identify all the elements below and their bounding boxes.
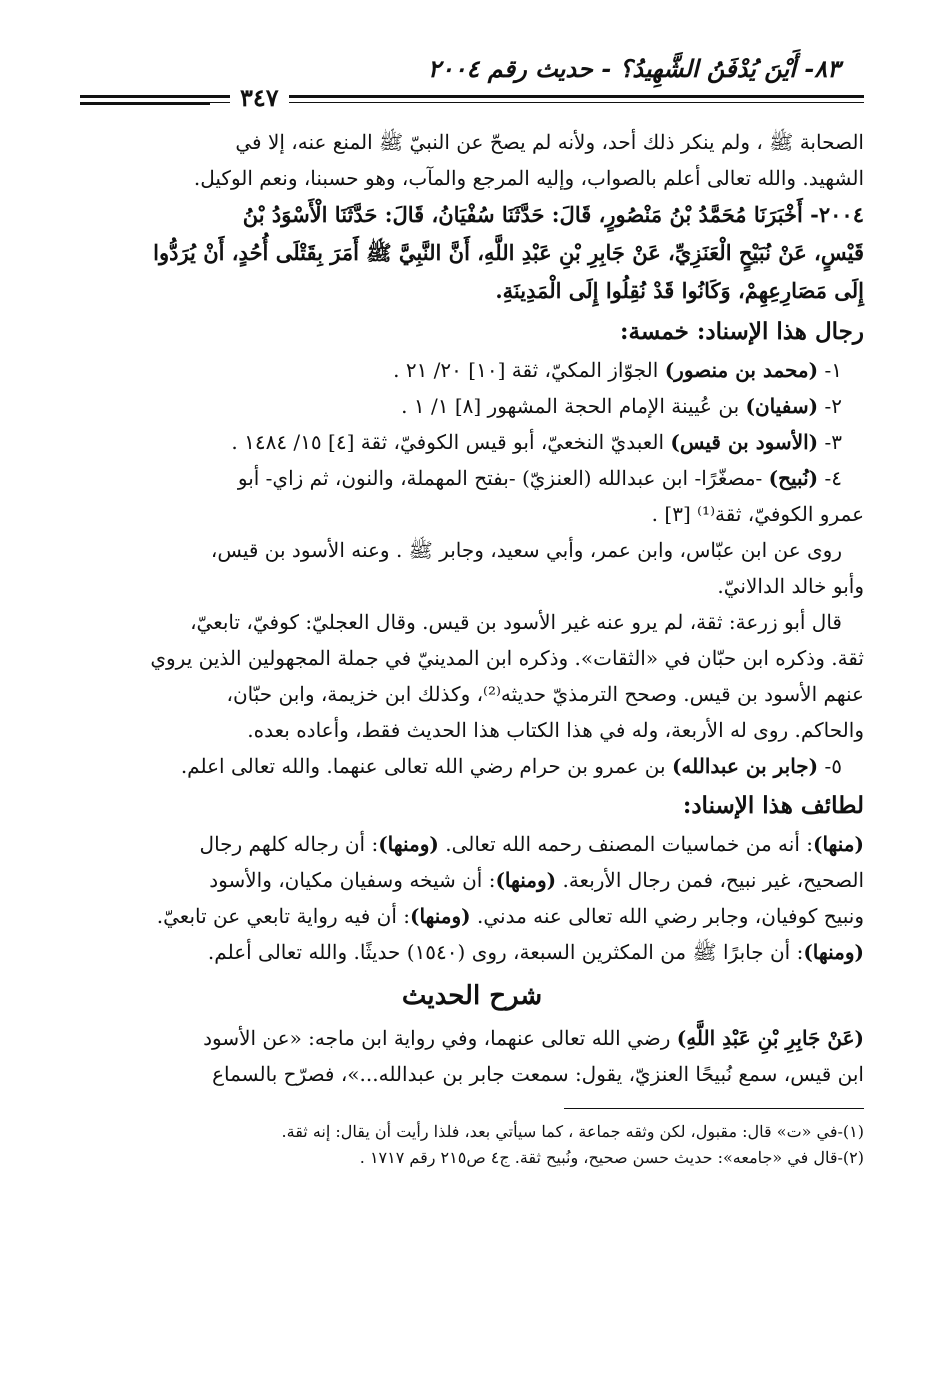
lataif-marker: (ومنها) bbox=[378, 832, 439, 856]
note-line: ثقة. وذكره ابن حبّان في «الثقات». وذكره ابن المدينيّ في جملة المجهولين الذين يروي bbox=[150, 646, 864, 670]
narrator-number: ١- bbox=[824, 358, 842, 382]
lataif-line bbox=[80, 862, 864, 898]
sharh-text bbox=[80, 1020, 864, 1092]
intro-line: الشهيد. والله تعالى أعلم بالصواب، وإليه المرجع والمآب، وهو حسبنا، ونعم الوكيل. bbox=[193, 166, 864, 190]
narrator-name: (الأسود بن قيس) bbox=[670, 430, 819, 454]
footnote: (١)-في «ت» قال: مقبول، لكن وثقه جماعة ، كما سيأتي بعد، فلذا رأيت أن يقال: إنه ثقة. bbox=[281, 1122, 864, 1141]
sharh-line: ابن قيس، سمع نُبيحًا العنزيّ، يقول: سمعت جابر بن عبدالله...»، فصرّح بالسماع bbox=[212, 1062, 864, 1086]
lataif-marker: (ومنها) bbox=[803, 940, 864, 964]
hadith-line: قَيْسٍ، عَنْ نُبَيْحٍ الْعَنَزِيِّ، عَنْ جَابِرِ بْنِ عَبْدِ اللَّهِ، أَنَّ النَّبِيَّ ﷺ أَمَرَ بِقَتْلَى أُحُدٍ، أَنْ يُرَدُّوا bbox=[153, 240, 864, 265]
note-line: قال أبو زرعة: ثقة، لم يرو عنه غير الأسود بن قيس. وقال العجليّ: كوفيّ، تابعيّ، bbox=[190, 610, 842, 634]
note-line: روى عن ابن عبّاس، وابن عمر، وأبي سعيد، وجابر ﷺ . وعنه الأسود بن قيس، bbox=[210, 538, 842, 562]
narrator-number: ٥- bbox=[824, 754, 842, 778]
narrator-item bbox=[80, 748, 864, 784]
header-rule-thick bbox=[80, 95, 864, 98]
narrator-item bbox=[80, 424, 864, 460]
page-number: ٣٤٧ bbox=[230, 84, 289, 112]
lataif-segment: ونبيح كوفيان، وجابر رضي الله تعالى عنه مدني. bbox=[470, 904, 864, 928]
sharh-line bbox=[80, 1020, 864, 1056]
hadith-line: إِلَى مَصَارِعِهِمْ، وَكَانُوا قَدْ نُقِلُوا إِلَى الْمَدِينَةِ. bbox=[495, 278, 864, 303]
footnotes bbox=[80, 1119, 864, 1171]
lataif-line bbox=[80, 934, 864, 970]
note-line: والحاكم. روى له الأربعة، وله في هذا الكتاب هذا الحديث فقط، وأعاده بعده. bbox=[247, 718, 864, 742]
lataif-marker: (ومنها) bbox=[495, 868, 557, 892]
footnote-divider bbox=[564, 1108, 864, 1109]
narrator-details: الجوّاز المكيّ، ثقة [١٠] ٢٠/ ٢١ . bbox=[393, 358, 665, 382]
narrator-item bbox=[80, 460, 864, 496]
rijal-heading: رجال هذا الإسناد: خمسة: bbox=[620, 318, 864, 345]
narrator-number: ٤- bbox=[824, 466, 842, 490]
lataif-marker: (منها) bbox=[813, 832, 864, 856]
lataif-segment: : أنه من خماسيات المصنف رحمه الله تعالى. bbox=[438, 832, 813, 856]
lataif-text bbox=[80, 826, 864, 970]
sharh-quote: (عَنْ جَابِرِ بْنِ عَبْدِ اللَّهِ) bbox=[676, 1026, 864, 1050]
header-rule-left bbox=[80, 102, 210, 105]
lataif-segment: الصحيح، غير نبيح، فمن رجال الأربعة. bbox=[556, 868, 864, 892]
note-line: عنهم الأسود بن قيس. وصحح الترمذيّ حديثه⁽²⁾، وكذلك ابن خزيمة، وابن حبّان، bbox=[226, 682, 864, 706]
lataif-segment: : أن شيخه وسفيان مكيان، والأسود bbox=[209, 868, 496, 892]
hadith-line: ٢٠٠٤- أَخْبَرَنَا مُحَمَّدُ بْنُ مَنْصُورٍ، قَالَ: حَدَّثَنَا سُفْيَانُ، قَالَ: حَدَّثَنَا الْأَسْوَدُ بْنُ bbox=[242, 202, 864, 227]
narrator-item bbox=[80, 352, 864, 388]
nubayh-notes bbox=[80, 532, 864, 748]
narrator-number: ٣- bbox=[824, 430, 842, 454]
running-title bbox=[80, 52, 864, 86]
narrator-details: العبديّ النخعيّ، أبو قيس الكوفيّ، ثقة [٤] ١٥/ ١٤٨٤ . bbox=[231, 430, 671, 454]
narrator-name: (نُبيح) bbox=[768, 466, 819, 490]
lataif-segment: : أن فيه رواية تابعي عن تابعيّ. bbox=[156, 904, 410, 928]
lataif-heading: لطائف هذا الإسناد: bbox=[682, 792, 864, 819]
narrator-name: (جابر بن عبدالله) bbox=[671, 754, 819, 778]
hadith-text bbox=[80, 196, 864, 310]
lataif-line bbox=[80, 898, 864, 934]
sharh-heading: شرح الحديث bbox=[401, 981, 543, 1011]
narrator-name: (محمد بن منصور) bbox=[664, 358, 819, 382]
intro-text bbox=[80, 124, 864, 196]
note-line: وأبو خالد الدالانيّ. bbox=[717, 574, 864, 598]
narrator-item bbox=[80, 388, 864, 424]
footnote: (٢)-قال في «جامعه»: حديث حسن صحيح، ونُبيح ثقة. ج٤ ص٢١٥ رقم ١٧١٧ . bbox=[359, 1148, 864, 1167]
lataif-line bbox=[80, 826, 864, 862]
header-rule bbox=[80, 83, 864, 112]
lataif-marker: (ومنها) bbox=[410, 904, 471, 928]
sharh-segment: رضي الله تعالى عنهما، وفي رواية ابن ماجه: «عن الأسود bbox=[203, 1026, 677, 1050]
narrator-list bbox=[80, 352, 864, 532]
narrator-details: -مصغّرًا- ابن عبدالله (العنزيّ) -بفتح المهملة، والنون، ثم زاي- أبو bbox=[237, 466, 769, 490]
intro-line: الصحابة ﷺ ، ولم ينكر ذلك أحد، ولأنه لم يصحّ عن النبيّ ﷺ المنع عنه، إلا في bbox=[235, 130, 864, 154]
narrator-details: بن عمرو بن حرام رضي الله تعالى عنهما. والله تعالى اعلم. bbox=[180, 754, 672, 778]
running-title-text: ٨٣- أَيْنَ يُدْفَنُ الشَّهِيدُ؟ - حديث رقم ٢٠٠٤ bbox=[427, 54, 840, 83]
lataif-segment: : أن جابرًا ﷺ من المكثرين السبعة، روى (١٥٤٠) حديثًا. والله تعالى أعلم. bbox=[207, 940, 804, 964]
lataif-segment: : أن رجاله كلهم رجال bbox=[199, 832, 379, 856]
narrator-name: (سفيان) bbox=[745, 394, 819, 418]
narrator-details: بن عُيينة الإمام الحجة المشهور [٨] ١/ ١ . bbox=[401, 394, 746, 418]
narrator-number: ٢- bbox=[824, 394, 842, 418]
narrator-continuation: عمرو الكوفيّ، ثقة⁽¹⁾ [٣] . bbox=[651, 502, 864, 526]
